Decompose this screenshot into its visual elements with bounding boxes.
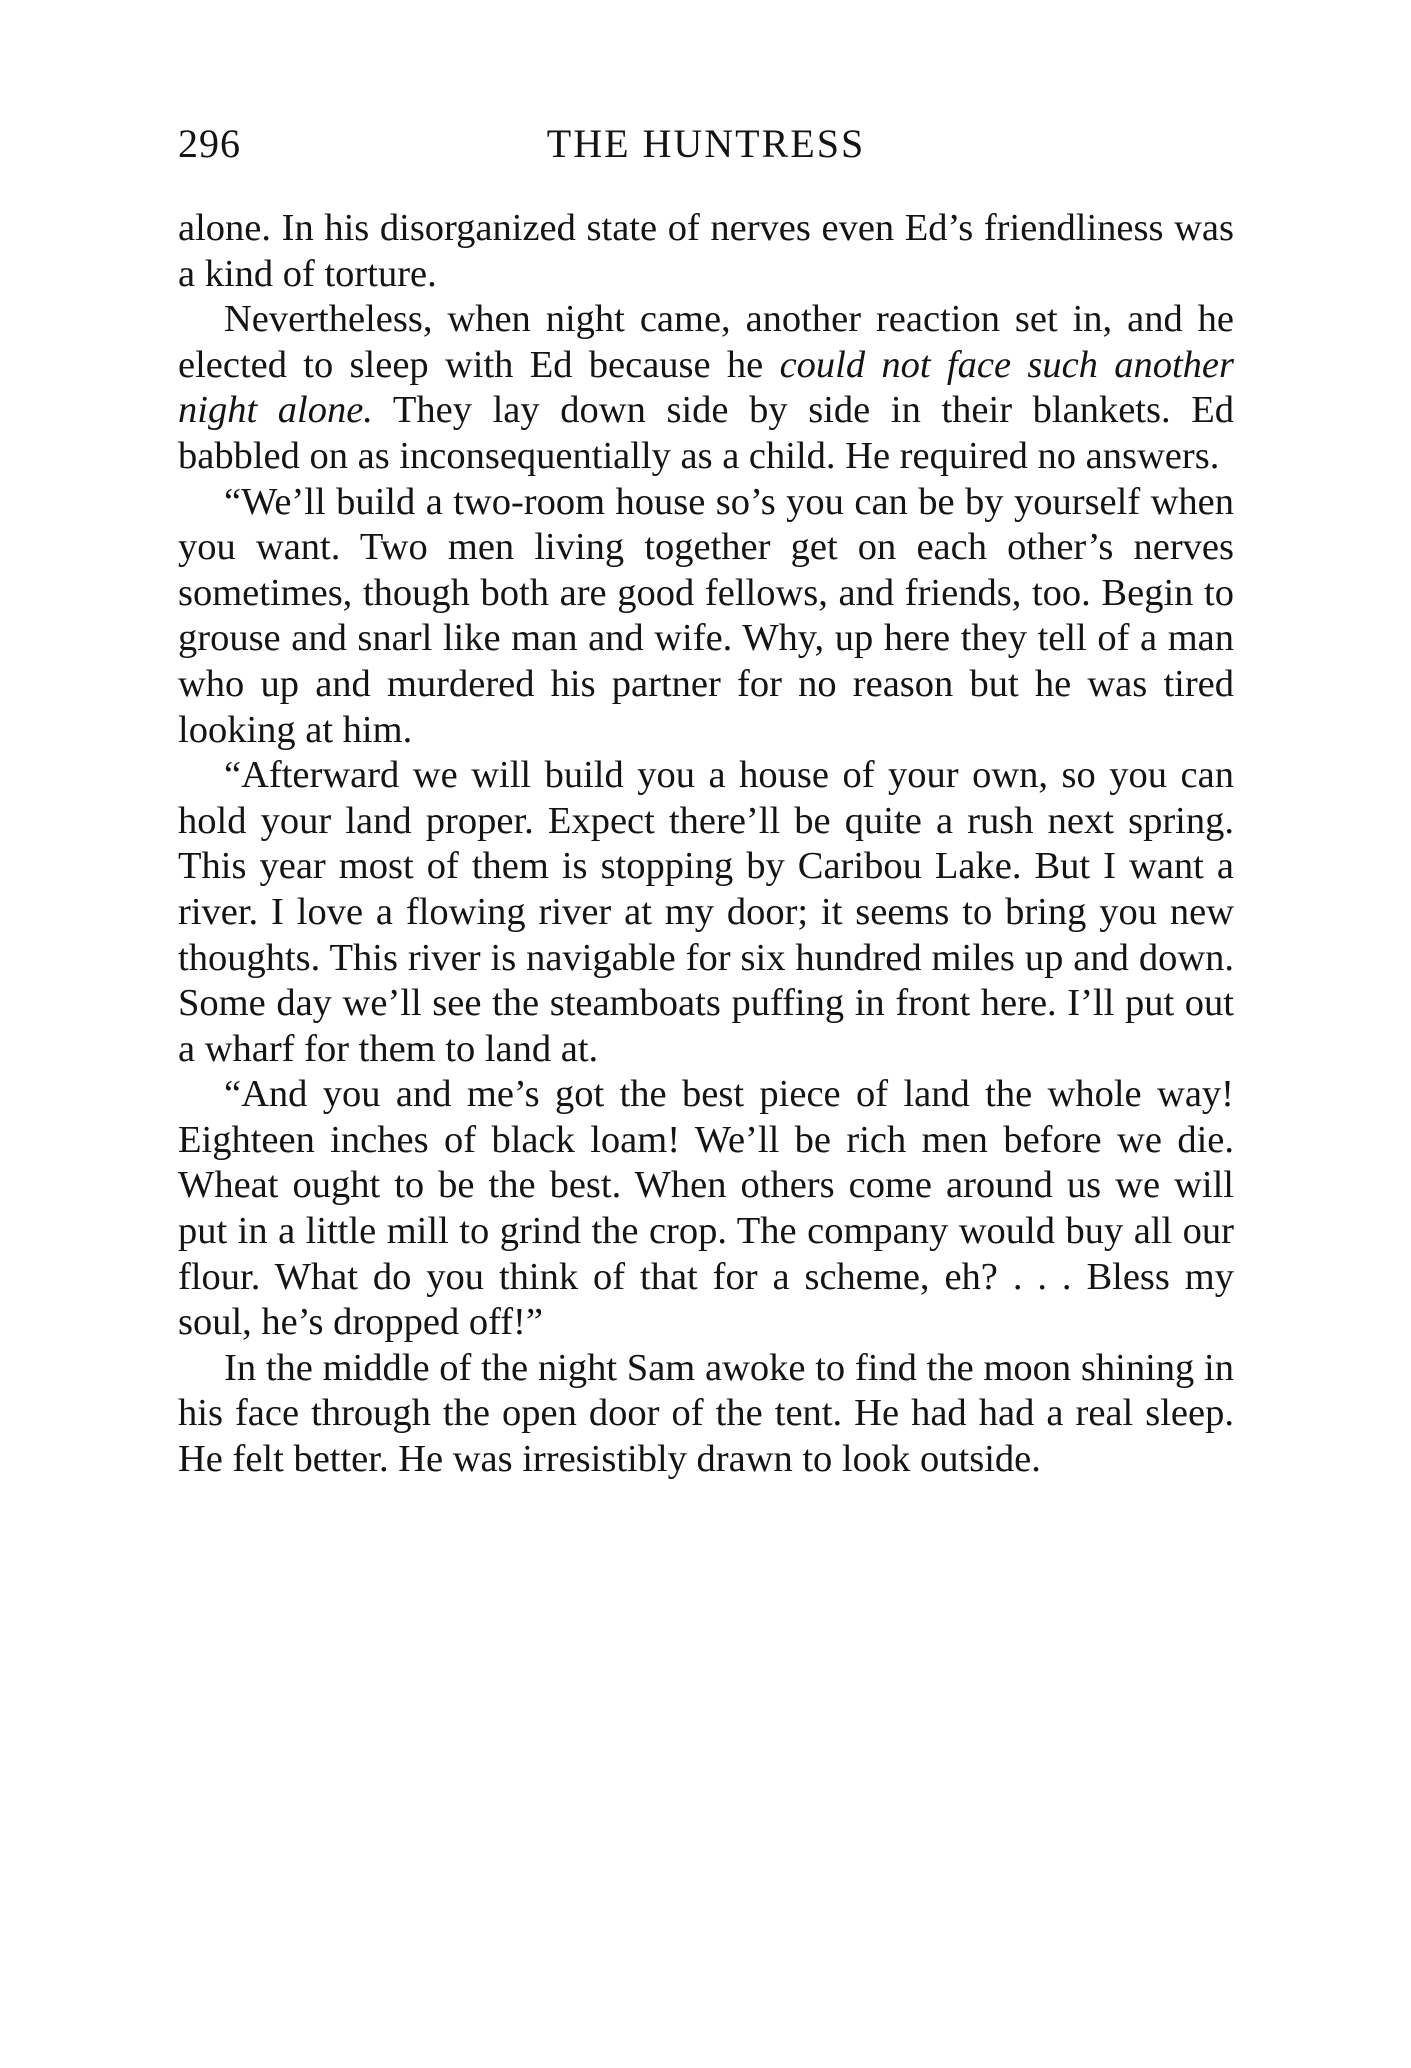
- text-segment: “We’ll build a two-room house so’s you can be by yourself when you want. Two men living together get on each other’s nerves sometimes, though both are good fellows, and friends, too. Begin to grouse and snarl like man and wife. Why, up here they tell of a man who up and murdered his partner for no reason but he was tired looking at him.: [178, 480, 1234, 751]
- text-segment: In the middle of the night Sam awoke to find the moon shining in his face through the open door of the tent. He had had a real sleep. He felt better. He was irresistibly drawn to look outside.: [178, 1346, 1234, 1481]
- text-segment: “Afterward we will build you a house of your own, so you can hold your land proper. Expect there’ll be quite a rush next spring. This year most of them is stopping by Caribou Lake. But I want a river. I love a flowing river at my door; it seems to bring you new thoughts. This river is navigable for six hundred miles up and down. Some day we’ll see the steamboats puffing in front here. I’ll put out a wharf for them to land at.: [178, 754, 1234, 1070]
- italic-text-segment: could not face such another night alone.: [178, 343, 1234, 432]
- paragraph: [178, 753, 1234, 1072]
- body-text: [178, 206, 1234, 1483]
- text-segment: “And you and me’s got the best piece of land the whole way! Eighteen inches of black loam! We’ll be rich men before we die. Wheat ought to be the best. When others come around us we will put in a little mill to grind the crop. The company would buy all our flour. What do you think of that for a scheme, eh? . . . Bless my soul, he’s dropped off!”: [178, 1073, 1234, 1344]
- page-header: [178, 120, 1234, 170]
- text-segment: They lay down side by side in their blankets. Ed babbled on as inconsequentially as a child. He required no answers.: [178, 389, 1234, 477]
- text-segment: alone. In his disorganized state of nerves even Ed’s friendliness was a kind of torture.: [178, 207, 1234, 295]
- paragraph: [178, 1346, 1234, 1483]
- paragraph: [178, 206, 1234, 297]
- paragraph: [178, 1072, 1234, 1346]
- running-title: THE HUNTRESS: [546, 121, 866, 166]
- text-segment: Nevertheless, when night came, another reaction set in, and he elected to sleep with Ed because he: [178, 298, 1234, 386]
- paragraph: [178, 297, 1234, 479]
- paragraph: [178, 480, 1234, 754]
- page-number: 296: [178, 121, 241, 166]
